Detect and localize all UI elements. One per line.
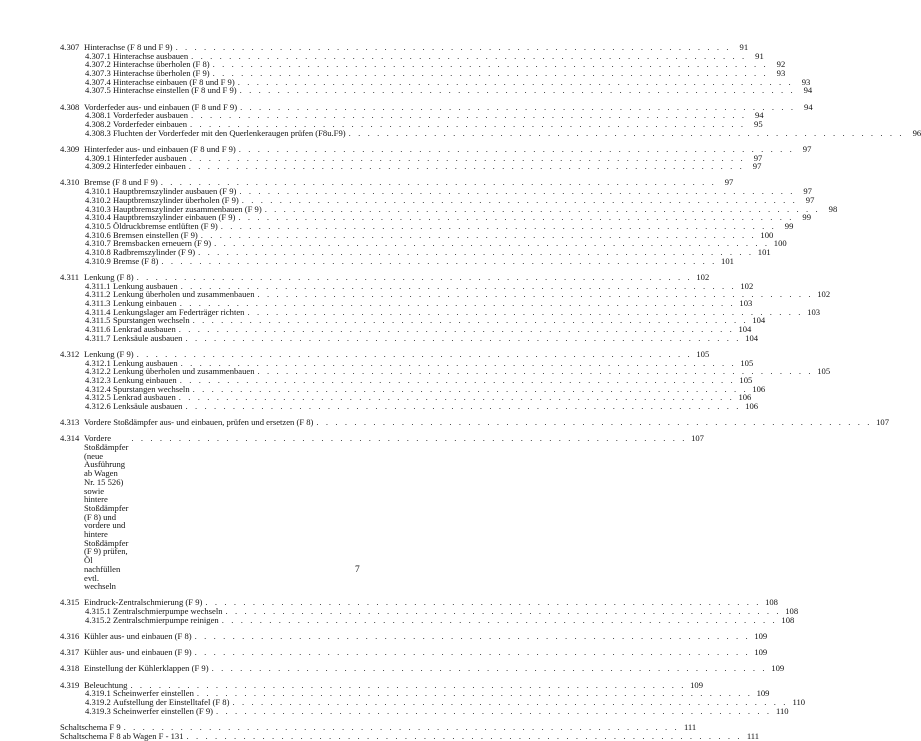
toc-number: 4.309.2 [85,161,111,172]
toc-number: 4.310.1 [85,186,111,197]
toc-entry [60,433,704,592]
toc-number: 4.318 [60,663,80,674]
toc-page-ref: 101 [757,246,771,257]
toc-page-ref: 102 [817,289,831,300]
toc-page-ref: 97 [752,161,762,172]
toc-title: Kühler aus- und einbauen (F 8) [84,631,192,642]
toc-number: 4.310.6 [85,229,111,240]
toc-number: 4.310 [60,177,80,188]
toc-subentry [60,614,795,625]
toc-page-ref: 104 [745,332,759,343]
toc-title: Vordere Stoßdämpfer (neue Ausführung ab Wagen Nr. 15 526) sowie hintere Stoßdämpfer (F 8) und vordere und hintere Stoßdämpfer (F 9) prüfen, Öl nachfüllen evtl. wechseln [84,433,129,592]
toc-title: Bremse (F 8 und F 9) [84,177,158,188]
toc-page-ref: 106 [752,383,766,394]
toc-number: 4.316 [60,631,80,642]
toc-title: Fluchten der Vorderfeder mit den Querlenkeraugen prüfen (F8u.F9) [113,127,346,138]
toc-title: Bremsbacken erneuern (F 9) [113,238,212,249]
toc-page-ref: 105 [739,374,753,385]
toc-page-ref: 104 [752,315,766,326]
toc-title: Lenkung (F 9) [84,348,134,359]
toc-number: 4.308.2 [85,119,111,129]
toc-title: Hinterfeder einbauen [113,161,186,172]
toc-title: Einstellung der Kühlerklappen (F 9) [84,663,209,674]
toc-number: 4.309 [60,143,80,154]
toc-page-ref: 100 [773,238,787,249]
toc-page-ref: 95 [754,119,763,129]
toc-number: 4.311.3 [85,297,111,308]
toc-title: Radbremszylinder (F 9) [113,246,196,257]
toc-dot-leader [187,732,743,741]
toc-number: 4.308.1 [85,110,111,121]
toc-page-ref: 97 [724,177,734,188]
toc-subentry [60,255,734,266]
toc-number: 4.319.2 [85,696,111,707]
toc-number: 4.308 [60,101,80,112]
toc-page-ref: 106 [738,392,752,403]
toc-title: Hauptbremszylinder ausbauen (F 9) [113,186,237,197]
toc-page-ref: 106 [745,400,759,411]
toc-title: Zentralschmierpumpe wechseln [113,606,223,617]
toc-title: Hauptbremszylinder einbauen (F 9) [113,212,236,223]
toc-title: Lenkung einbauen [113,297,177,308]
toc-dot-leader [240,86,796,95]
toc-number: 4.319.1 [85,688,111,699]
toc-title: Vorderfeder ausbauen [113,110,189,121]
toc-title: Vorderfeder einbauen [113,119,188,129]
toc-page-ref: 94 [803,85,813,96]
toc-number: 4.308.3 [85,127,111,138]
toc-number: 4.307.3 [85,68,111,79]
toc-page-ref: 97 [803,186,812,197]
toc-number: 4.310.4 [85,212,111,223]
toc-number: 4.313 [60,417,80,428]
toc-page-ref: 98 [828,203,838,214]
toc-page-ref: 110 [792,696,806,707]
toc-page-ref: 103 [739,297,753,308]
toc-number: 4.307.5 [85,85,111,96]
toc-number: 4.311.5 [85,315,111,326]
toc-number: 4.312.3 [85,374,111,385]
toc-page-ref: 93 [776,68,786,79]
toc-number: 4.312.5 [85,392,111,403]
toc-page-ref: 109 [754,631,768,642]
toc-number: 4.307.1 [85,50,111,61]
toc-number: 4.315 [60,597,80,608]
toc-number: 4.311.1 [85,280,111,291]
toc-page-ref: 101 [721,255,734,266]
toc-title: Hinterachse (F 8 und F 9) [84,42,173,52]
toc-number: 4.309.1 [85,152,111,163]
toc-title: Lenkungslager am Federträger richten [113,306,245,317]
toc-title: Hinterachse einstellen (F 8 und F 9) [113,85,237,96]
toc-title: Vordere Stoßdämpfer aus- und einbauen, prüfen und ersetzen (F 8) [84,417,314,428]
toc-title: Lenkrad ausbauen [113,323,176,334]
toc-page-ref: 97 [753,152,763,163]
toc-entry [60,417,889,428]
toc-number: 4.312.2 [85,366,111,377]
toc-number: 4.317 [60,647,80,658]
toc-page-ref: 93 [801,76,811,87]
toc-title: Spurstangen wechseln [113,383,190,394]
toc-number: 4.310.9 [85,255,111,266]
toc-page-ref: 94 [804,101,813,112]
toc-page-ref: 108 [781,614,795,625]
table-of-contents [60,42,921,741]
toc-page-ref: 104 [738,323,752,334]
toc-page-ref: 99 [802,212,812,223]
toc-title: Lenksäule ausbauen [113,332,183,343]
toc-number: 4.311 [60,271,80,282]
toc-number: 4.311.4 [85,306,111,317]
toc-entry [60,631,768,642]
toc-title: Lenkung einbauen [113,374,177,385]
toc-number: 4.312.1 [85,357,111,368]
toc-subentry [60,127,921,138]
toc-page-ref: 92 [776,59,786,70]
toc-subentry [60,400,759,411]
toc-page-ref: 109 [771,663,785,674]
toc-dot-leader [131,434,687,443]
toc-title: Eindruck-Zentralschmierung (F 9) [84,597,203,608]
toc-title: Bremse (F 8) [113,255,159,266]
toc-number: 4.312 [60,348,80,359]
toc-title: Schaltschema F 9 [60,721,121,732]
toc-title: Hinterachse überholen (F 9) [113,68,210,79]
toc-dot-leader [185,334,741,343]
toc-title: Hinterfeder aus- und einbauen (F 8 und F 9) [84,143,236,154]
toc-number: 4.311.7 [85,332,111,343]
toc-page-ref: 107 [691,433,704,444]
toc-number: 4.310.2 [85,194,111,205]
toc-page-ref: 99 [784,220,794,231]
toc-title: Hinterachse überholen (F 8) [113,59,210,70]
toc-title: Scheinwerfer einstellen (F 9) [113,705,213,716]
toc-page-ref: 108 [785,606,799,617]
toc-page-ref: 107 [876,417,889,428]
toc-entry [60,663,785,674]
toc-number: 4.310.3 [85,203,111,214]
toc-title: Spurstangen wechseln [113,315,190,326]
toc-number: 4.314 [60,433,80,444]
toc-number: 4.315.2 [85,614,111,625]
toc-title: Lenkung ausbauen [113,280,178,291]
toc-title: Lenkrad ausbauen [113,392,176,403]
toc-title: Kühler aus- und einbauen (F 9) [84,647,192,658]
toc-page-ref: 91 [755,50,764,61]
toc-page-ref: 109 [754,647,768,658]
toc-entry [60,647,768,658]
toc-page-ref: 91 [739,42,749,52]
toc-title: Hinterachse ausbauen [113,50,189,61]
toc-subentry [60,161,762,172]
toc-number: 4.310.8 [85,246,111,257]
toc-page-ref: 111 [746,730,760,741]
toc-number: 4.310.7 [85,238,111,249]
toc-page-ref: 109 [690,679,704,690]
toc-dot-leader [349,129,905,138]
toc-number: 4.311.6 [85,323,111,334]
toc-title: Lenkung (F 8) [84,271,134,282]
toc-dot-leader [161,257,717,266]
toc-number: 4.312.4 [85,383,111,394]
toc-entry [60,730,760,741]
toc-title: Hauptbremszylinder zusammenbauen (F 9) [113,203,262,214]
toc-page-ref: 111 [683,721,697,732]
toc-title: Bremsen einstellen (F 9) [113,229,198,240]
toc-page-ref: 100 [760,229,774,240]
toc-number: 4.315.1 [85,606,111,617]
toc-dot-leader [316,418,872,427]
toc-title: Beleuchtung [84,679,128,690]
toc-number: 4.312.6 [85,400,111,411]
toc-page-ref: 105 [696,348,710,359]
toc-dot-leader [185,402,741,411]
toc-dot-leader [212,664,768,673]
toc-title: Hinterfeder ausbauen [113,152,187,163]
toc-page-ref: 97 [805,194,815,205]
toc-page-ref: 102 [696,271,710,282]
toc-number: 4.307 [60,42,80,52]
toc-title: Hauptbremszylinder überholen (F 9) [113,194,239,205]
toc-dot-leader [216,707,772,716]
toc-title: Lenksäule ausbauen [113,400,183,411]
toc-title: Öldruckbremse entlüften (F 9) [113,220,218,231]
toc-dot-leader [195,648,751,657]
toc-dot-leader [189,162,745,171]
toc-dot-leader [195,632,751,641]
toc-page-ref: 96 [912,127,921,138]
page-number: 7 [355,565,360,575]
toc-title: Hinterachse einbauen (F 8 und F 9) [113,76,235,87]
toc-number: 4.311.2 [85,289,111,300]
toc-number: 4.319.3 [85,705,111,716]
toc-page-ref: 102 [740,280,754,291]
toc-number: 4.307.2 [85,59,111,70]
toc-title: Scheinwerfer einstellen [113,688,194,699]
toc-title: Vorderfeder aus- und einbauen (F 8 und F 9) [84,101,238,112]
toc-dot-leader [222,616,778,625]
toc-page-ref: 105 [740,357,754,368]
toc-subentry [60,705,789,716]
toc-title: Lenkung überholen und zusammenbauen [113,289,255,300]
toc-subentry [60,85,813,96]
toc-title: Lenkung ausbauen [113,357,178,368]
toc-number: 4.307.4 [85,76,111,87]
toc-number: 4.319 [60,679,80,690]
toc-title: Aufstellung der Einstelltafel (F 8) [113,696,230,707]
toc-title: Zentralschmierpumpe reinigen [113,614,219,625]
toc-page-ref: 103 [807,306,821,317]
toc-page-ref: 94 [755,110,764,121]
toc-title: Schaltschema F 8 ab Wagen F - 131 [60,730,184,741]
toc-page-ref: 97 [802,143,812,154]
toc-subentry [60,332,759,343]
toc-number: 4.310.5 [85,220,111,231]
toc-page-ref: 108 [765,597,778,608]
toc-page-ref: 109 [756,688,770,699]
toc-title: Lenkung überholen und zusammenbauen [113,366,255,377]
toc-page-ref: 105 [817,366,831,377]
toc-page-ref: 110 [776,705,789,716]
